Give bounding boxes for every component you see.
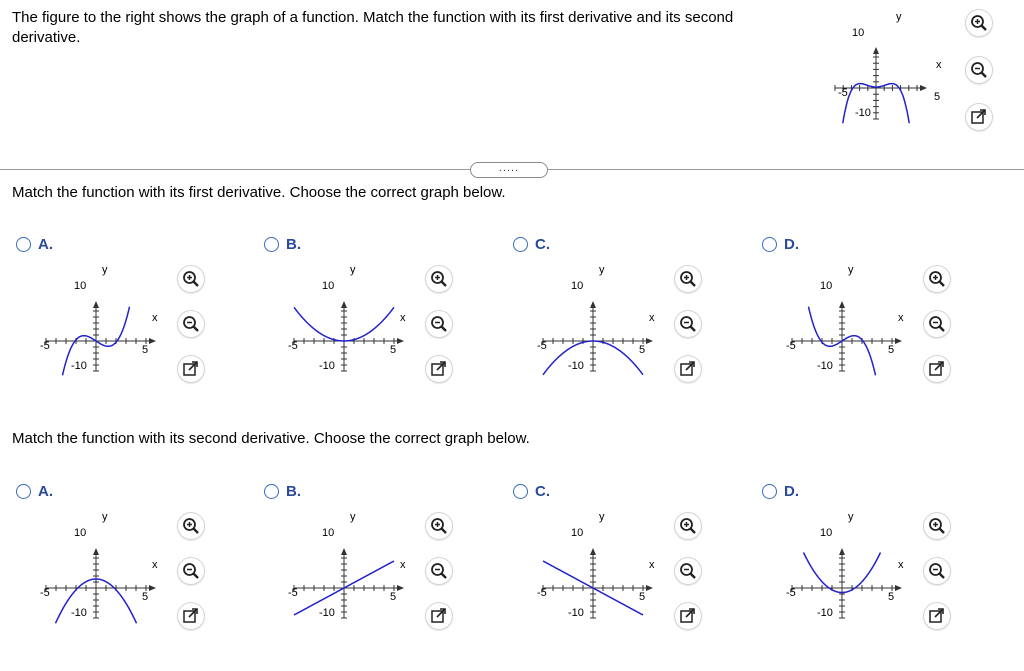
x-axis-label: x — [898, 312, 904, 324]
q1-instruction: Match the function with its first derivative. Choose the correct graph below. — [12, 184, 506, 201]
y-tick-max: 10 — [74, 527, 87, 539]
zoom-in-button[interactable] — [924, 266, 950, 292]
zoom-out-icon — [970, 61, 988, 79]
option-letter: C. — [535, 483, 550, 500]
zoom-in-button[interactable] — [675, 266, 701, 292]
y-tick-max: 10 — [820, 280, 833, 292]
q1-option-c-graph — [513, 259, 673, 381]
question-prompt: The figure to the right shows the graph of a function. Match the function with its first derivative and its second derivative. — [12, 9, 734, 46]
q2-option-d[interactable] — [762, 481, 1002, 651]
zoom-out-icon — [182, 562, 200, 580]
x-tick-min: -5 — [838, 87, 848, 99]
show-more-button[interactable]: ..... — [470, 162, 548, 178]
expand-icon — [430, 360, 448, 378]
zoom-in-button[interactable] — [675, 513, 701, 539]
zoom-in-icon — [430, 270, 448, 288]
q2-option-b[interactable] — [264, 481, 504, 651]
x-tick-min: -5 — [786, 340, 796, 352]
option-letter: B. — [286, 483, 301, 500]
y-tick-min: -10 — [319, 360, 335, 372]
expand-button[interactable] — [675, 356, 701, 382]
zoom-in-icon — [928, 517, 946, 535]
y-tick-min: -10 — [71, 360, 87, 372]
expand-icon — [182, 607, 200, 625]
q2-option-a-radio[interactable] — [16, 484, 31, 499]
main-function-graph — [832, 6, 950, 128]
y-tick-min: -10 — [71, 607, 87, 619]
zoom-out-icon — [182, 315, 200, 333]
y-tick-min: -10 — [319, 607, 335, 619]
y-tick-max: 10 — [74, 280, 87, 292]
q1-option-a-radio[interactable] — [16, 237, 31, 252]
zoom-out-icon — [928, 562, 946, 580]
zoom-in-icon — [182, 517, 200, 535]
option-letter: B. — [286, 236, 301, 253]
x-tick-min: -5 — [537, 587, 547, 599]
q2-option-c[interactable] — [513, 481, 753, 651]
expand-button[interactable] — [924, 356, 950, 382]
main-graph-tools — [966, 10, 996, 130]
q1-option-b-radio[interactable] — [264, 237, 279, 252]
y-tick-min: -10 — [817, 360, 833, 372]
x-axis-label: x — [649, 559, 655, 571]
zoom-out-button[interactable] — [675, 311, 701, 337]
zoom-out-button[interactable] — [178, 558, 204, 584]
q2-option-d-radio[interactable] — [762, 484, 777, 499]
x-tick-max: 5 — [639, 344, 646, 356]
y-axis-label: y — [350, 264, 356, 276]
y-axis-label: y — [102, 511, 108, 523]
y-axis-label: y — [599, 264, 605, 276]
zoom-out-icon — [928, 315, 946, 333]
zoom-out-button[interactable] — [924, 311, 950, 337]
y-axis-label: y — [102, 264, 108, 276]
zoom-out-button[interactable] — [178, 311, 204, 337]
q1-option-a-graph — [16, 259, 176, 381]
x-axis-label: x — [898, 559, 904, 571]
zoom-in-button[interactable] — [178, 513, 204, 539]
x-axis-label: x — [152, 312, 158, 324]
option-letter: A. — [38, 236, 53, 253]
zoom-out-icon — [430, 562, 448, 580]
x-axis-label: x — [400, 312, 406, 324]
y-tick-max: 10 — [852, 27, 865, 39]
y-tick-min: -10 — [568, 607, 584, 619]
option-letter: D. — [784, 483, 799, 500]
q2-option-b-graph — [264, 506, 424, 628]
q2-option-c-radio[interactable] — [513, 484, 528, 499]
q1-option-c[interactable] — [513, 234, 753, 404]
zoom-in-icon — [679, 270, 697, 288]
x-tick-max: 5 — [934, 91, 941, 103]
zoom-out-button[interactable] — [924, 558, 950, 584]
zoom-out-icon — [430, 315, 448, 333]
zoom-out-button[interactable] — [675, 558, 701, 584]
x-axis-label: x — [649, 312, 655, 324]
zoom-in-icon — [430, 517, 448, 535]
q1-option-b[interactable] — [264, 234, 504, 404]
x-tick-max: 5 — [390, 591, 397, 603]
q2-option-b-radio[interactable] — [264, 484, 279, 499]
x-tick-min: -5 — [40, 340, 50, 352]
zoom-in-icon — [182, 270, 200, 288]
y-axis-label: y — [848, 511, 854, 523]
option-letter: C. — [535, 236, 550, 253]
y-tick-max: 10 — [820, 527, 833, 539]
q1-option-b-graph — [264, 259, 424, 381]
option-letter: D. — [784, 236, 799, 253]
q2-option-a[interactable] — [16, 481, 256, 651]
expand-button[interactable] — [178, 356, 204, 382]
expand-button[interactable] — [426, 603, 452, 629]
zoom-in-icon — [679, 517, 697, 535]
q1-option-a[interactable] — [16, 234, 256, 404]
q2-option-c-graph — [513, 506, 673, 628]
x-axis-label: x — [936, 59, 942, 71]
y-axis-label: y — [599, 511, 605, 523]
zoom-in-button[interactable] — [924, 513, 950, 539]
x-tick-max: 5 — [390, 344, 397, 356]
zoom-in-icon — [928, 270, 946, 288]
x-tick-max: 5 — [639, 591, 646, 603]
q1-option-d-graph — [762, 259, 922, 381]
expand-icon — [928, 607, 946, 625]
q1-option-d-radio[interactable] — [762, 237, 777, 252]
x-tick-max: 5 — [142, 344, 149, 356]
expand-icon — [430, 607, 448, 625]
zoom-in-button[interactable] — [178, 266, 204, 292]
q2-option-d-graph — [762, 506, 922, 628]
y-axis-label: y — [350, 511, 356, 523]
x-axis-label: x — [152, 559, 158, 571]
y-axis-label: y — [848, 264, 854, 276]
zoom-out-button[interactable] — [426, 311, 452, 337]
x-tick-min: -5 — [786, 587, 796, 599]
expand-button[interactable] — [178, 603, 204, 629]
expand-button[interactable] — [924, 603, 950, 629]
y-tick-max: 10 — [571, 280, 584, 292]
x-tick-max: 5 — [142, 591, 149, 603]
y-tick-max: 10 — [322, 527, 335, 539]
zoom-in-button[interactable] — [426, 513, 452, 539]
q1-option-d[interactable] — [762, 234, 1002, 404]
expand-icon — [928, 360, 946, 378]
zoom-in-icon — [970, 14, 988, 32]
expand-button[interactable] — [966, 104, 992, 130]
x-tick-max: 5 — [888, 591, 895, 603]
y-tick-max: 10 — [322, 280, 335, 292]
zoom-out-icon — [679, 315, 697, 333]
x-tick-min: -5 — [288, 587, 298, 599]
y-tick-min: -10 — [568, 360, 584, 372]
y-tick-max: 10 — [571, 527, 584, 539]
q1-option-c-radio[interactable] — [513, 237, 528, 252]
zoom-in-button[interactable] — [966, 10, 992, 36]
x-axis-label: x — [400, 559, 406, 571]
x-tick-min: -5 — [40, 587, 50, 599]
zoom-in-button[interactable] — [426, 266, 452, 292]
x-tick-min: -5 — [288, 340, 298, 352]
y-tick-min: -10 — [855, 107, 871, 119]
x-tick-min: -5 — [537, 340, 547, 352]
option-letter: A. — [38, 483, 53, 500]
zoom-out-button[interactable] — [966, 57, 992, 83]
expand-icon — [970, 108, 988, 126]
zoom-out-icon — [679, 562, 697, 580]
q2-option-a-graph — [16, 506, 176, 628]
y-tick-min: -10 — [817, 607, 833, 619]
expand-icon — [679, 360, 697, 378]
y-axis-label: y — [896, 11, 902, 23]
x-tick-max: 5 — [888, 344, 895, 356]
expand-button[interactable] — [675, 603, 701, 629]
expand-button[interactable] — [426, 356, 452, 382]
q2-instruction: Match the function with its second derivative. Choose the correct graph below. — [12, 430, 530, 447]
zoom-out-button[interactable] — [426, 558, 452, 584]
expand-icon — [182, 360, 200, 378]
expand-icon — [679, 607, 697, 625]
